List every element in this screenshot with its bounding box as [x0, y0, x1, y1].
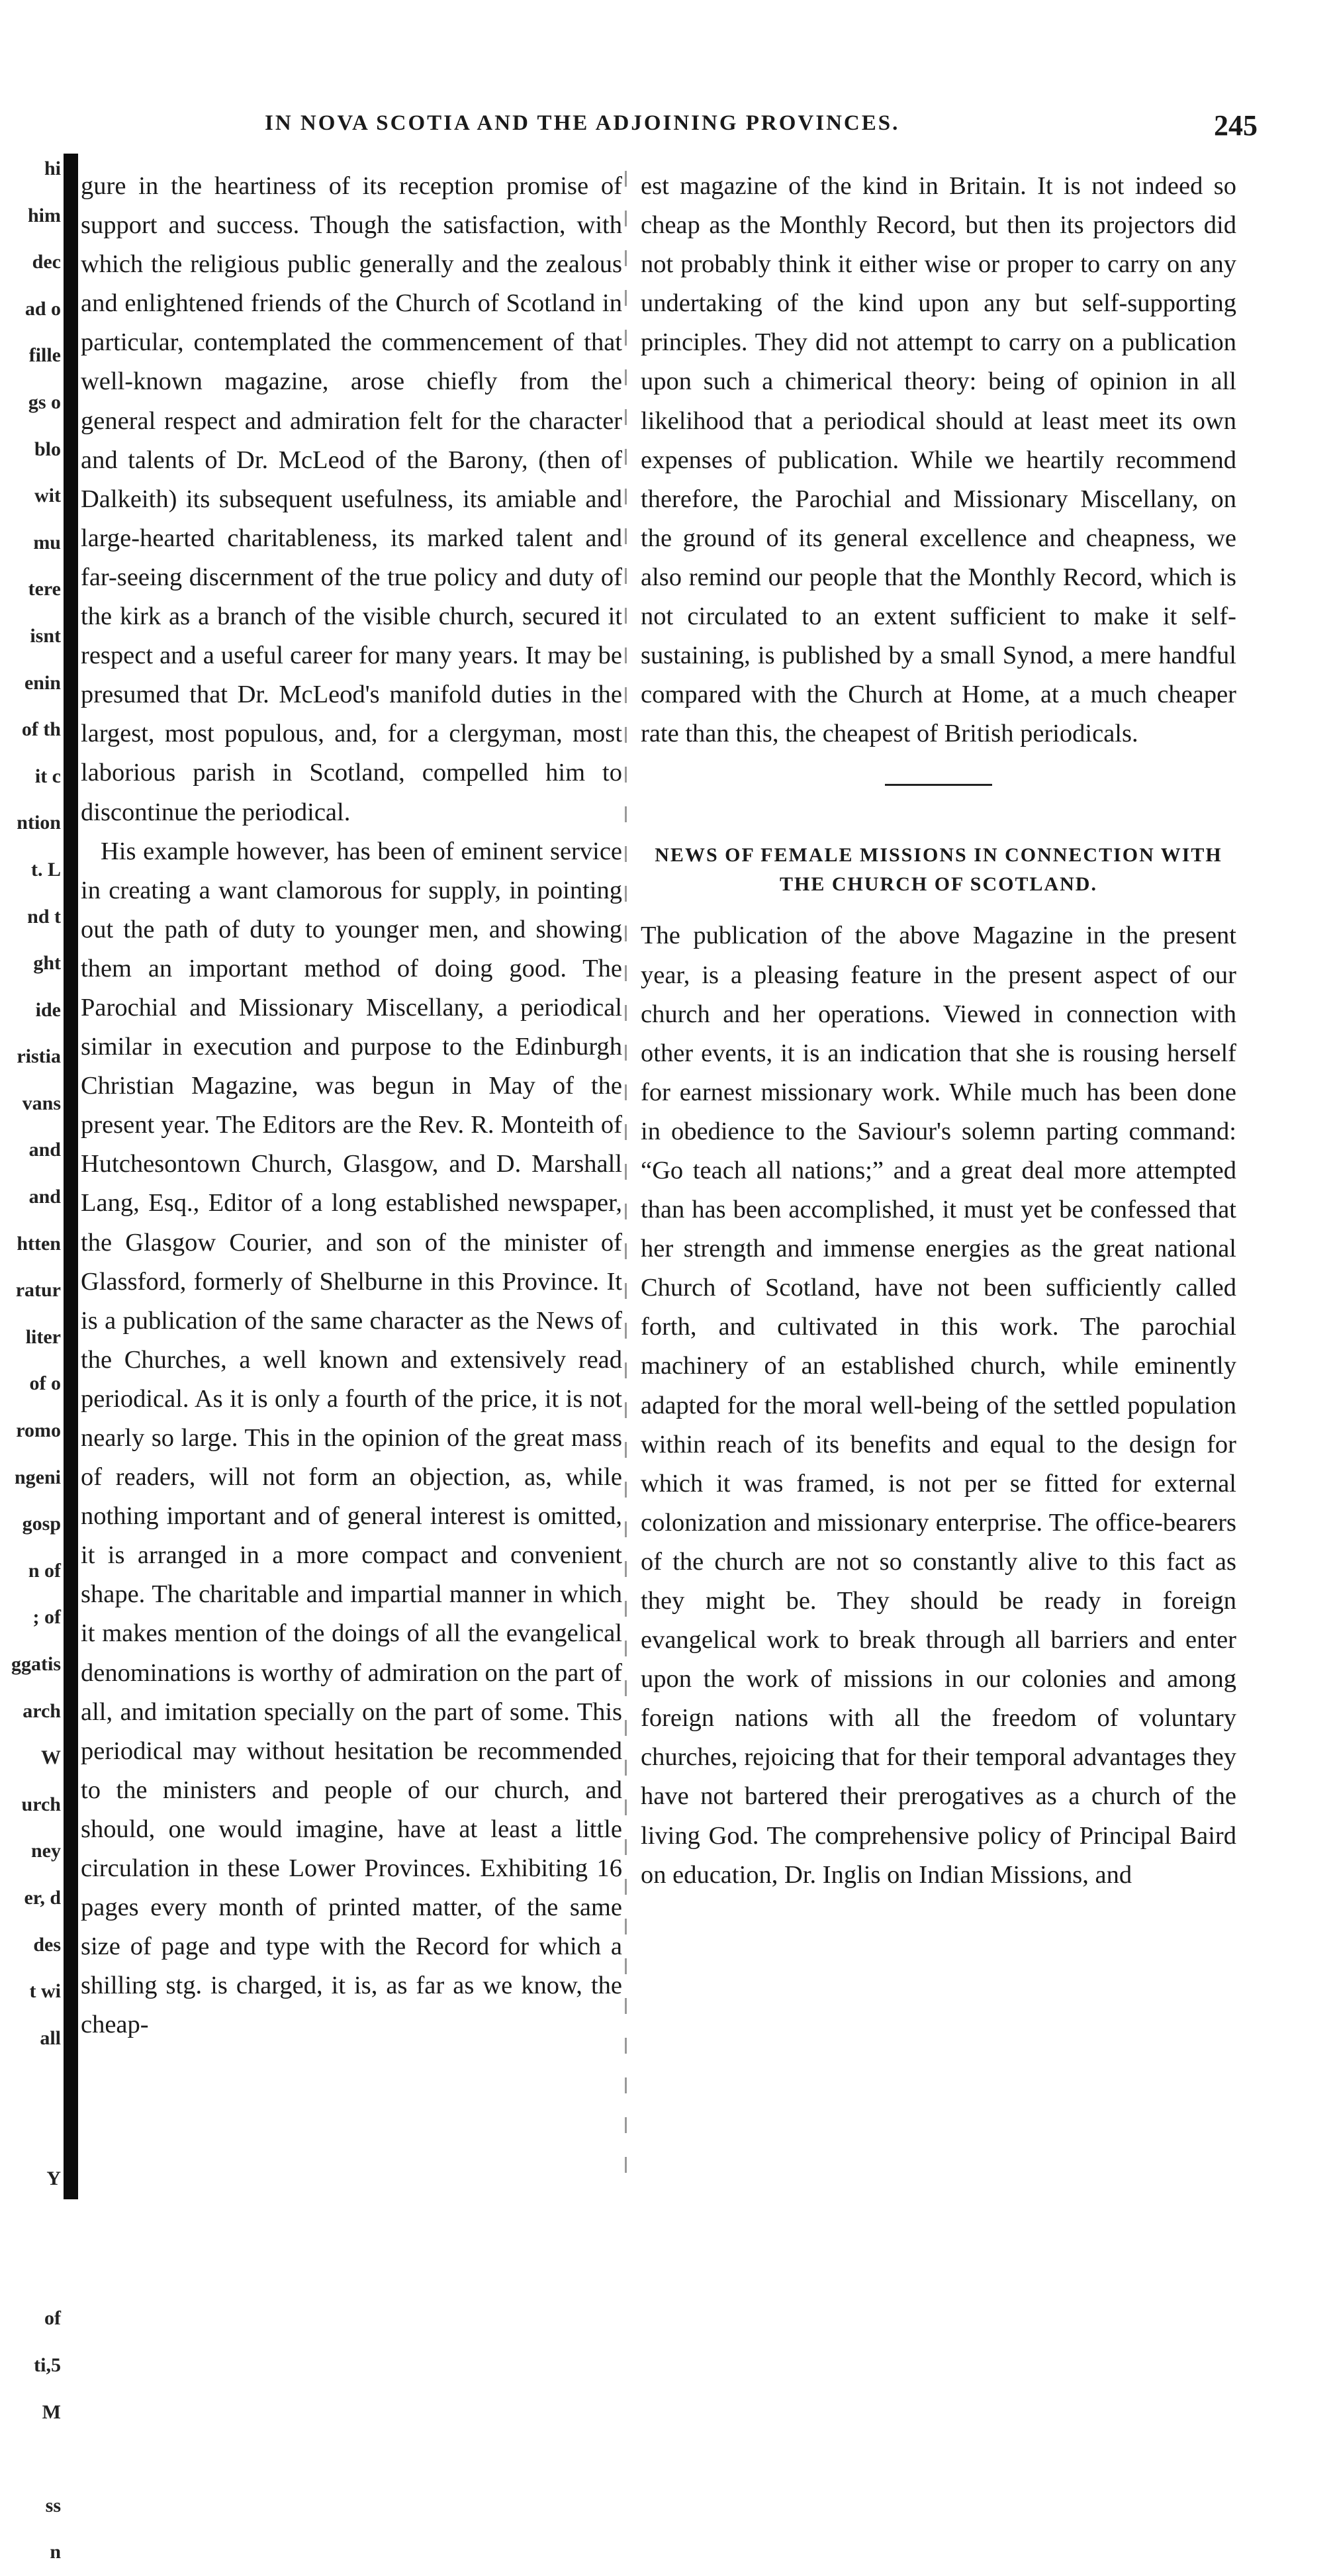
margin-fragment: Y [46, 2167, 61, 2189]
margin-fragment: of [44, 2307, 61, 2330]
margin-fragment: ad o [24, 297, 61, 320]
margin-fragment: vans [22, 1092, 61, 1114]
margin-fragment [0, 2109, 61, 2156]
margin-fragment: gs o [28, 391, 61, 413]
margin-fragment: er, d [24, 1886, 61, 1909]
left-column [81, 167, 622, 2045]
margin-fragment: t wi [29, 1980, 61, 2003]
margin-fragment: of th [21, 718, 61, 741]
margin-fragment [0, 2062, 61, 2109]
page-number: 245 [1214, 109, 1258, 142]
left-paragraph-2: His example however, has been of eminent service in creating a want clamorous for supply, in pointing out the path of duty to younger men, and showing them an important method of doing good. The Parochial and Missionary Miscellany, a periodical similar in execution and purpose to the Edinburgh Christian Magazine, was begun in May of the present year. The Editors are the Rev. R. Monteith of Hutchesontown Church, Glasgow, and D. Marshall Lang, Esq., Editor of a long established newspaper, the Glasgow Courier, and son of the minister of Glassford, formerly of Shelburne in this Province. It is a publication of the same character as the News of the Churches, a well known and extensively read periodical. As it is only a fourth of the price, it is not nearly so large. This in the opinion of the great mass of readers, will not form an objection, as, while nothing important and of general interest is omitted, it is arranged in a more compact and convenient shape. The charitable and impartial manner in which it makes mention of the doings of all the evangelical denominations is worthy of admiration on the part of all, and imitation specially on the part of some. This periodical may without hesitation be recommended to the ministers and people of our church, and should, one would imagine, have at least a little circulation in these Lower Provinces. Exhibiting 16 pages every month of printed matter, of the same size of page and type with the Record for which a shilling stg. is charged, it is, as far as we know, the cheap- [81, 837, 622, 2039]
margin-fragment: ; of [32, 1606, 61, 1629]
margin-fragment: liter [25, 1325, 61, 1348]
margin-fragment: ss [45, 2494, 61, 2516]
margin-fragment: des [33, 1933, 61, 1956]
section-rule-wrapper [641, 753, 1236, 788]
margin-fragment: arch [23, 1699, 61, 1722]
page-header [265, 111, 1258, 151]
margin-fragment: enin [24, 671, 61, 694]
margin-fragment: of o [29, 1372, 61, 1395]
margin-fragment: ntion [17, 812, 61, 834]
right-paragraph-1: est magazine of the kind in Britain. It is not indeed so cheap as the Monthly Record, but then its projectors did not probably think it either wise or proper to carry on any undertaking of the kind upon any but self-supporting principles. They did not attempt to carry on a publication upon such a chimerical theory: being of opinion in all likelihood that a periodical should at least meet its own expenses of publication. While we heartily recommend therefore, the Parochial and Missionary Miscellany, on the ground of its general excellence and cheapness, we also remind our people that the Monthly Record, which is not circulated to an extent sufficient to make it self-sustaining, is published by a small Synod, a mere handful compared with the Church at Home, at a much cheaper rate than this, the cheapest of British periodicals. [641, 172, 1236, 748]
margin-fragment: ggatis [11, 1653, 61, 1675]
margin-fragment [0, 2436, 61, 2483]
margin-fragment: ristia [17, 1045, 61, 1068]
binding-gutter-shadow [64, 154, 78, 2199]
margin-fragment: ide [35, 998, 61, 1021]
right-column [641, 167, 1236, 1895]
margin-text-fragments [0, 146, 61, 2576]
running-head: IN NOVA SCOTIA AND THE ADJOINING PROVINCES. [265, 111, 900, 135]
margin-fragment: n of [28, 1559, 61, 1582]
margin-fragment: and [28, 1186, 61, 1208]
margin-fragment: nd t [27, 905, 61, 928]
margin-fragment: gosp [22, 1513, 61, 1535]
margin-fragment: fille [28, 344, 61, 367]
margin-fragment: isnt [30, 624, 61, 647]
column-divider [625, 171, 627, 2197]
left-margin-fragments [0, 146, 93, 2563]
section-rule [885, 784, 992, 786]
margin-fragment [0, 2249, 61, 2296]
margin-fragment: romo [16, 1419, 61, 1442]
margin-fragment: ratur [15, 1279, 61, 1302]
margin-fragment: mu [33, 531, 61, 553]
margin-fragment: ney [31, 1840, 61, 1862]
left-paragraph-1: gure in the heartiness of its reception promise of support and success. Though the satisfaction, with which the religious public generally and the zealous and enlightened friends of the Church of Scotland in particular, contemplated the commencement of that well-known magazine, arose chiefly from the general respect and admiration felt for the character and talents of Dr. McLeod of the Barony, (then of Dalkeith) its subsequent usefulness, its amiable and large-hearted charitableness, its marked talent and far-seeing discernment of the true policy and duty of the kirk as a branch of the visible church, secured it respect and a useful career for many years. It may be presumed that Dr. McLeod's manifold duties in the largest, most populous, and, for a clergyman, most laborious parish in Scotland, compelled him to discontinue the periodical. [81, 172, 622, 826]
margin-fragment: hi [44, 158, 61, 179]
margin-fragment: W [41, 1746, 61, 1769]
margin-fragment: and [28, 1139, 61, 1161]
right-paragraph-2: The publication of the above Magazine in the present year, is a pleasing feature in the present aspect of our church and her operations. Viewed in connection with other events, it is an indication that she is rousing herself for earnest missionary work. While much has been done in obedience to the Saviour's solemn parting command: “Go teach all nations;” and a great deal more attempted than has been accomplished, it must yet be confessed that her strength and immense energies as the great national Church of Scotland, have not been sufficiently called forth, and cultivated in this work. The parochial machinery of an established church, while eminently adapted for the moral well-being of the settled population within reach of its benefits and equal to the design for which it was framed, is not per se fitted for external colonization and missionary enterprise. The office-bearers of the church are not so constantly alive to this fact as they might be. They should be ready in foreign evangelical work to break through all barriers and enter upon the work of missions in our colonies and among foreign nations with all the freedom of voluntary churches, rejoicing that for their temporal advantages they have not bartered their prerogatives as a church of the living God. The comprehensive policy of Principal Baird on education, Dr. Inglis on Indian Missions, and [641, 922, 1236, 1889]
margin-fragment: wit [34, 485, 61, 507]
margin-fragment: blo [34, 438, 61, 460]
margin-fragment [0, 2202, 61, 2249]
margin-fragment: M [42, 2401, 61, 2423]
margin-fragment: n [50, 2541, 61, 2563]
margin-fragment: tere [28, 578, 61, 600]
section-heading: NEWS OF FEMALE MISSIONS IN CONNECTION WITH THE CHURCH OF SCOTLAND. [655, 844, 1222, 896]
margin-fragment: urch [21, 1793, 61, 1815]
margin-fragment: t. L [31, 858, 61, 881]
margin-fragment: ngeni [14, 1466, 61, 1488]
margin-fragment: all [40, 2027, 61, 2049]
margin-fragment: ght [33, 952, 61, 975]
margin-fragment: it c [34, 765, 61, 787]
margin-fragment: htten [17, 1232, 61, 1255]
margin-fragment: dec [32, 251, 61, 273]
margin-fragment: ti,5 [34, 2354, 61, 2376]
margin-fragment: him [27, 204, 61, 226]
